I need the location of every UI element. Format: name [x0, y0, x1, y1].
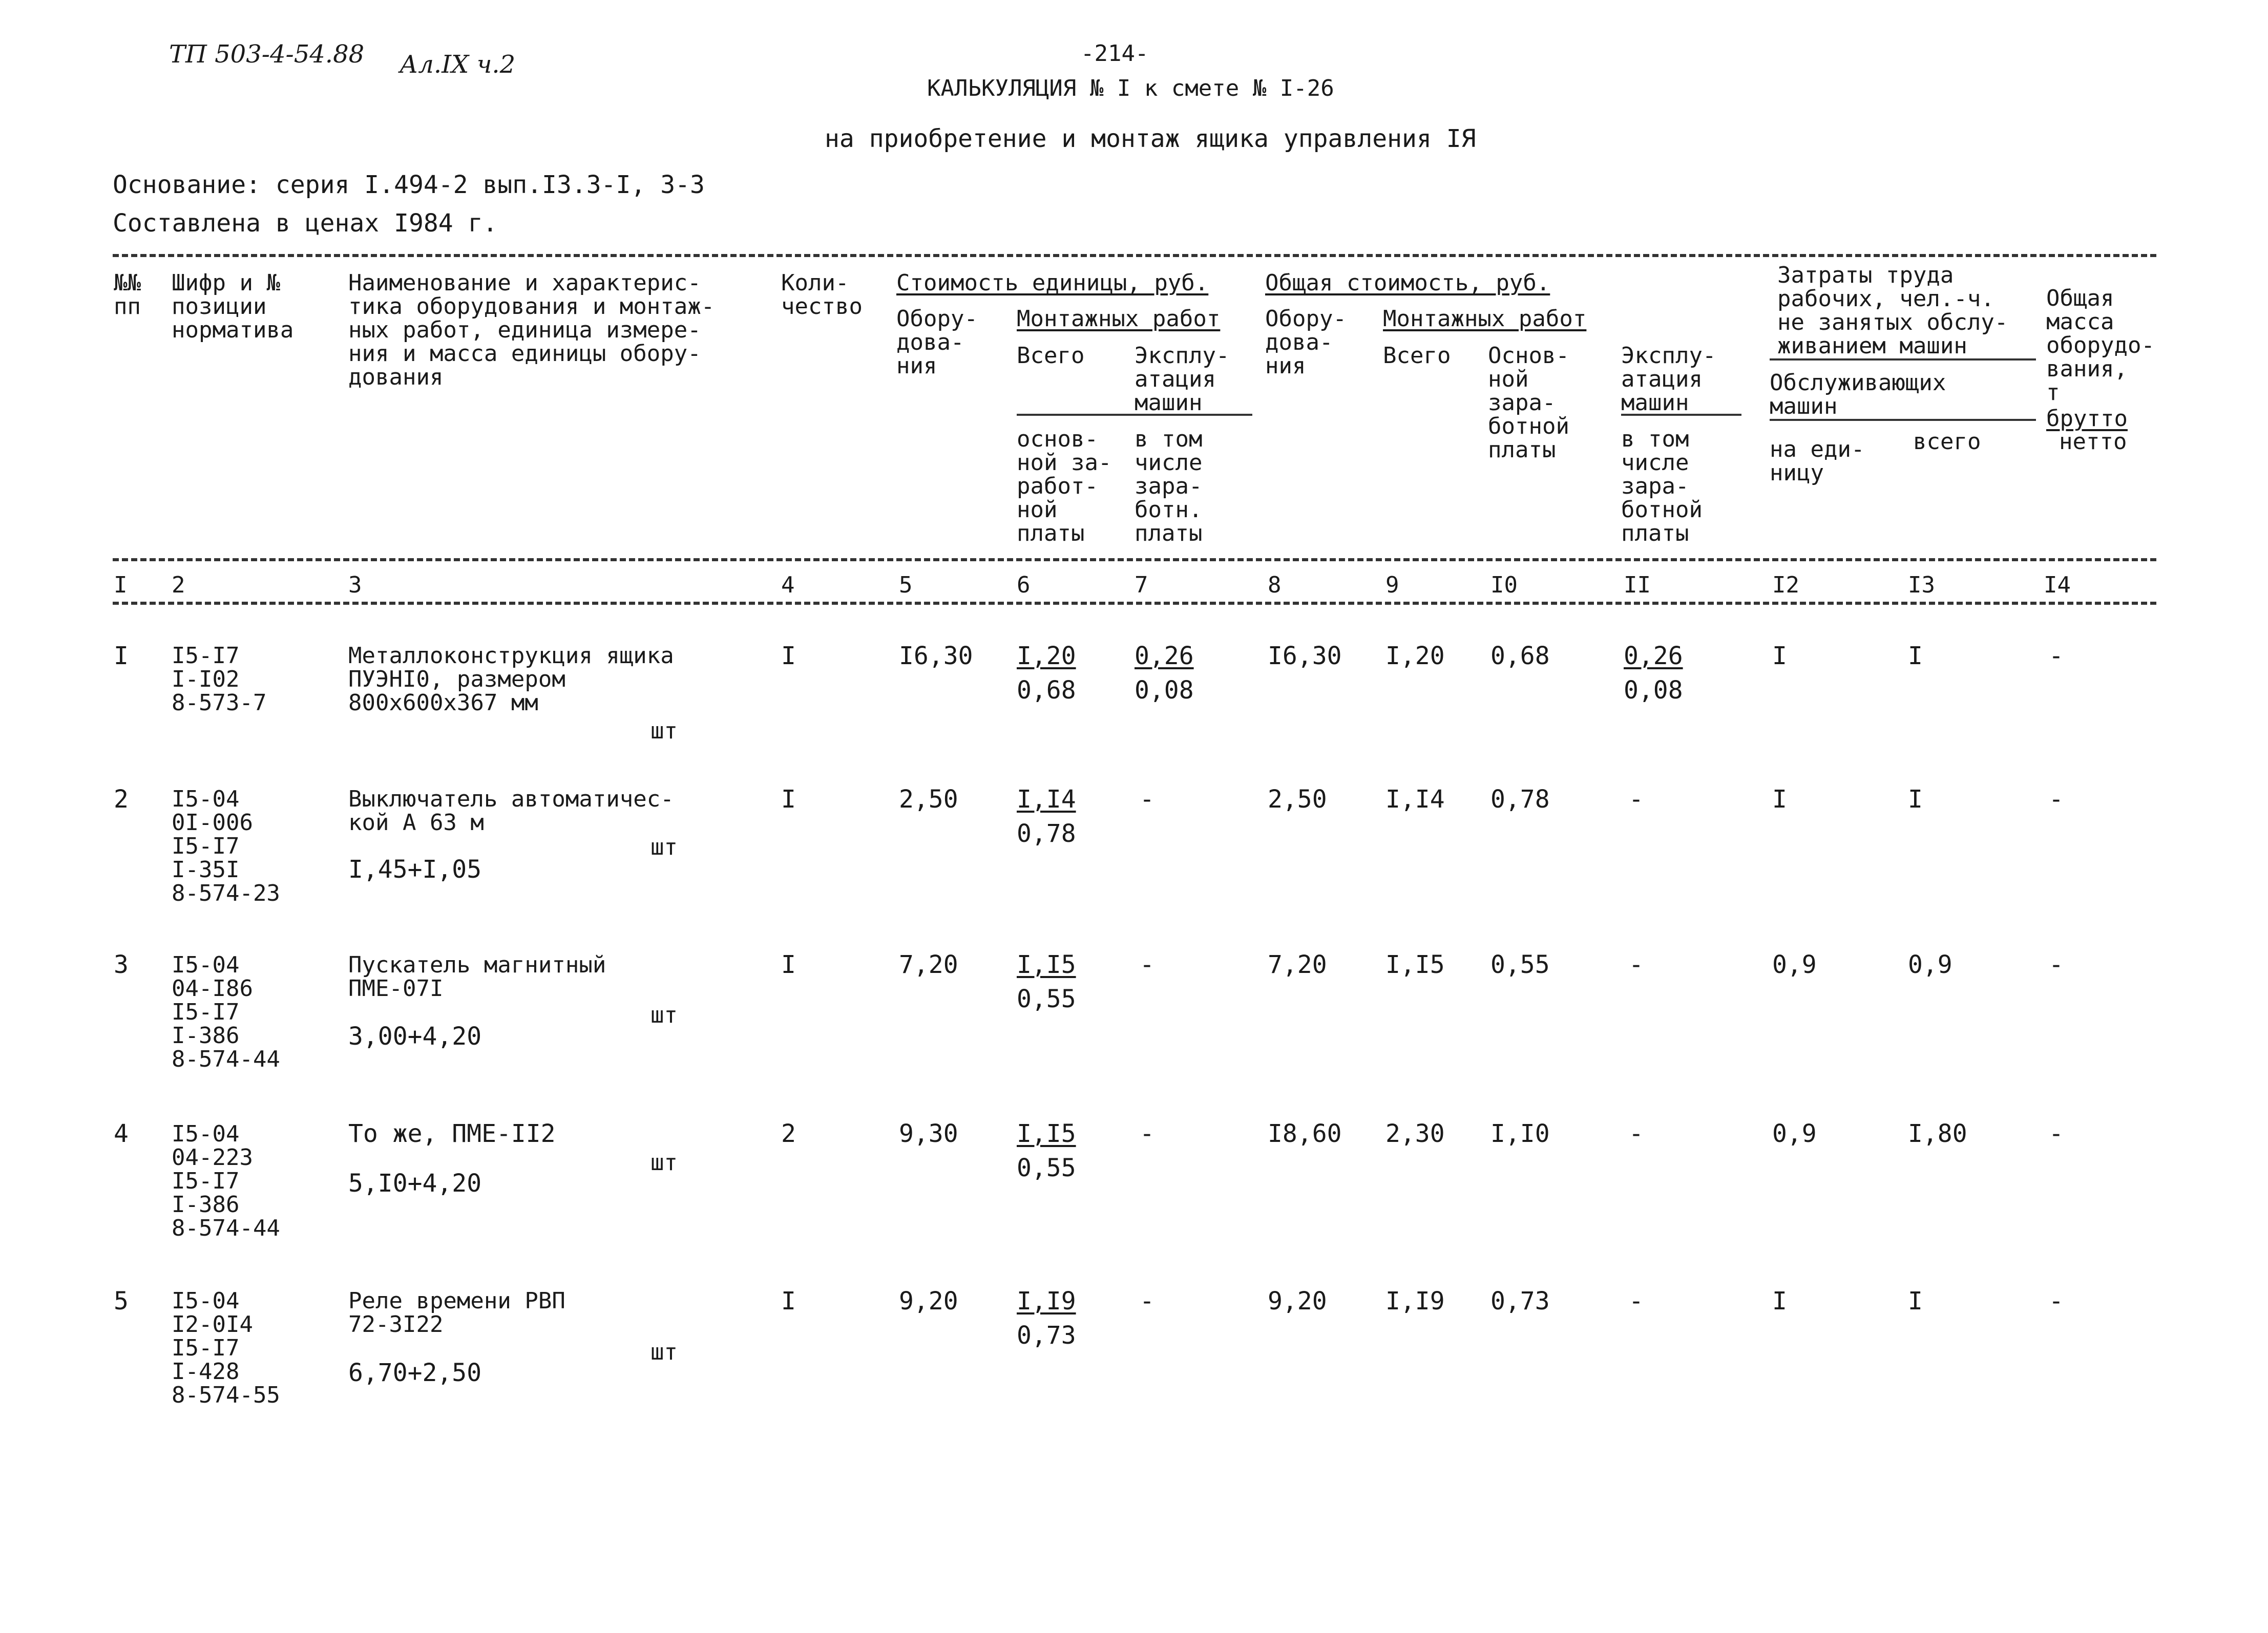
col-header-vsego-total: Всего: [1383, 343, 1451, 369]
row-formula: 6,70+2,50: [348, 1359, 482, 1387]
prices-text: Составлена в ценах I984 г.: [113, 209, 498, 238]
row-mass: -: [2049, 785, 2064, 814]
row-formula: 5,I0+4,20: [348, 1169, 482, 1198]
col-header-osn-unit: основ- ной за- работ- ной платы: [1017, 426, 1112, 546]
col-header-labor-machines: Обслуживающих машин: [1770, 370, 1946, 419]
row-formula: 3,00+4,20: [348, 1022, 482, 1051]
row-expl-total: 0,26: [1624, 642, 1683, 670]
row-osn-total: 0,68: [1490, 642, 1550, 670]
row-vsego-total: I,I5: [1385, 950, 1445, 979]
col-header-mount-works-unit: Монтажных работ: [1017, 306, 1221, 332]
col-number-12: I2: [1772, 572, 1799, 598]
row-labor-total: I,80: [1908, 1119, 1967, 1148]
col-header-qty: Коли- чество: [781, 270, 863, 320]
row-qty: I: [781, 785, 796, 814]
row-number: 2: [114, 785, 129, 814]
table-top-rule: [113, 254, 2156, 257]
row-name: Выключатель автоматичес- кой А 63 м: [348, 786, 674, 836]
row-equip-unit: 9,30: [899, 1119, 958, 1148]
row-labor-unit: I: [1772, 1287, 1787, 1316]
col-header-labor-unit: на еди- ницу: [1770, 436, 1865, 486]
row-equip-unit: I6,30: [899, 642, 973, 670]
row-vsego-unit: I,I5: [1017, 1119, 1076, 1148]
col-header-vtom-total: в том числе зара- ботной платы: [1621, 426, 1703, 546]
col-header-equip-total: Обору- дова- ния: [1265, 306, 1347, 379]
total-cost-subrule: [1621, 414, 1741, 416]
row-mass: -: [2049, 642, 2064, 670]
col-number-10: I0: [1490, 572, 1518, 598]
col-header-code: Шифр и № позиции норматива: [172, 270, 294, 343]
album-label: Ал.IX ч.2: [400, 50, 516, 79]
row-expl-unit: 0,26: [1135, 642, 1194, 670]
row-expl-unit: -: [1140, 950, 1154, 979]
col-header-total-cost: Общая стоимость, руб.: [1265, 270, 1550, 296]
page-number: -214-: [1081, 40, 1149, 67]
row-number: 4: [114, 1119, 129, 1148]
row-expl-unit: -: [1140, 1119, 1154, 1148]
row-osn-unit: 0,73: [1017, 1321, 1076, 1350]
labor-subrule-1: [1770, 358, 2036, 360]
row-number: 3: [114, 950, 129, 979]
col-header-osn-total: Основ- ной зара- ботной платы: [1488, 343, 1569, 463]
row-equip-total: 9,20: [1268, 1287, 1327, 1316]
col-header-expl-total: Эксплу- атация машин: [1621, 343, 1716, 416]
row-labor-total: I: [1908, 785, 1923, 814]
row-expl-total: -: [1629, 1287, 1644, 1316]
row-labor-total: 0,9: [1908, 950, 1952, 979]
col-header-equip-unit: Обору- дова- ния: [896, 306, 978, 379]
row-labor-unit: I: [1772, 785, 1787, 814]
col-header-mass: Общая масса оборудо- вания, т: [2046, 285, 2155, 406]
row-osn-unit: 0,55: [1017, 985, 1076, 1013]
row-vsego-unit: I,I4: [1017, 785, 1076, 814]
row-vtom-total: 0,08: [1624, 676, 1683, 705]
row-equip-unit: 2,50: [899, 785, 958, 814]
row-expl-total: -: [1629, 950, 1644, 979]
col-header-unit-cost: Стоимость единицы, руб.: [896, 270, 1209, 296]
row-osn-total: 0,78: [1490, 785, 1550, 814]
row-number: 5: [114, 1287, 129, 1316]
col-header-mount-works-total: Монтажных работ: [1383, 306, 1587, 332]
col-number-3: 3: [348, 572, 362, 598]
row-qty: 2: [781, 1119, 796, 1148]
col-header-vsego-unit: Всего: [1017, 343, 1085, 369]
row-vsego-total: I,I9: [1385, 1287, 1445, 1316]
col-header-name: Наименование и характерис- тика оборудования и монтаж- ных работ, единица измере- ния и масса единицы обору- дования: [348, 270, 715, 390]
row-unit: шт: [650, 718, 678, 744]
row-qty: I: [781, 950, 796, 979]
col-header-netto: нетто: [2059, 429, 2127, 455]
labor-subrule-2: [1770, 419, 2036, 421]
row-name: Пускатель магнитный ПМЕ-07I: [348, 952, 606, 1002]
row-mass: -: [2049, 1119, 2064, 1148]
col-number-7: 7: [1135, 572, 1148, 598]
row-equip-unit: 7,20: [899, 950, 958, 979]
document-title: КАЛЬКУЛЯЦИЯ № I к смете № I-26: [927, 75, 1334, 101]
row-name: Реле времени РВП 72-3I22: [348, 1288, 565, 1338]
row-name: Металлоконструкция ящика ПУЭНI0, размером 800x600x367 мм: [348, 643, 674, 716]
row-name: То же, ПМЕ-II2: [348, 1119, 556, 1148]
row-equip-total: 2,50: [1268, 785, 1327, 814]
row-code: I5-I7 I-I02 8-573-7: [172, 643, 267, 716]
basis-text: Основание: серия I.494-2 вып.I3.3-I, 3-3: [113, 171, 705, 199]
row-mass: -: [2049, 950, 2064, 979]
row-formula: I,45+I,05: [348, 855, 482, 884]
col-number-11: II: [1624, 572, 1651, 598]
row-labor-total: I: [1908, 1287, 1923, 1316]
row-labor-unit: I: [1772, 642, 1787, 670]
row-labor-total: I: [1908, 642, 1923, 670]
row-mass: -: [2049, 1287, 2064, 1316]
row-unit: шт: [650, 1002, 678, 1028]
col-header-labor-total: всего: [1913, 429, 1981, 455]
row-vsego-unit: I,I9: [1017, 1287, 1076, 1316]
col-number-4: 4: [781, 572, 795, 598]
doc-code: ТП 503-4-54.88: [169, 40, 365, 69]
row-unit: шт: [650, 1150, 678, 1176]
row-code: I5-04 04-223 I5-I7 I-386 8-574-44: [172, 1121, 280, 1241]
col-numbers-rule: [113, 602, 2156, 605]
row-osn-unit: 0,68: [1017, 676, 1076, 705]
row-number: I: [114, 642, 129, 670]
row-vsego-total: I,20: [1385, 642, 1445, 670]
col-number-5: 5: [899, 572, 913, 598]
col-number-2: 2: [172, 572, 185, 598]
row-equip-total: 7,20: [1268, 950, 1327, 979]
row-expl-total: -: [1629, 785, 1644, 814]
row-osn-unit: 0,78: [1017, 819, 1076, 848]
row-qty: I: [781, 1287, 796, 1316]
row-osn-unit: 0,55: [1017, 1154, 1076, 1182]
col-header-brutto: брутто: [2046, 406, 2128, 432]
row-equip-unit: 9,20: [899, 1287, 958, 1316]
row-code: I5-04 04-I86 I5-I7 I-386 8-574-44: [172, 952, 280, 1072]
header-bottom-rule: [113, 558, 2156, 561]
row-equip-total: I6,30: [1268, 642, 1342, 670]
row-expl-unit: -: [1140, 1287, 1154, 1316]
row-code: I5-04 0I-006 I5-I7 I-35I 8-574-23: [172, 786, 280, 906]
col-number-1: I: [114, 572, 128, 598]
row-vsego-total: 2,30: [1385, 1119, 1445, 1148]
col-number-13: I3: [1908, 572, 1935, 598]
col-number-14: I4: [2044, 572, 2071, 598]
col-header-number: №№ пп: [114, 270, 141, 320]
col-header-expl-unit: Эксплу- атация машин: [1135, 343, 1230, 416]
row-labor-unit: 0,9: [1772, 1119, 1817, 1148]
row-expl-unit: -: [1140, 785, 1154, 814]
col-header-labor: Затраты труда рабочих, чел.-ч. не занятых обслу- живанием машин: [1777, 262, 2008, 359]
row-vsego-unit: I,I5: [1017, 950, 1076, 979]
row-vsego-total: I,I4: [1385, 785, 1445, 814]
unit-cost-subrule: [1017, 414, 1252, 416]
col-number-9: 9: [1385, 572, 1399, 598]
row-unit: шт: [650, 834, 678, 860]
document-subtitle: на приобретение и монтаж ящика управления IЯ: [825, 124, 1476, 153]
row-expl-total: -: [1629, 1119, 1644, 1148]
row-code: I5-04 I2-0I4 I5-I7 I-428 8-574-55: [172, 1288, 280, 1408]
row-vtom-unit: 0,08: [1135, 676, 1194, 705]
row-equip-total: I8,60: [1268, 1119, 1342, 1148]
row-osn-total: 0,73: [1490, 1287, 1550, 1316]
row-qty: I: [781, 642, 796, 670]
col-header-vtom-unit: в том числе зара- ботн. платы: [1135, 426, 1203, 546]
row-osn-total: I,I0: [1490, 1119, 1550, 1148]
row-labor-unit: 0,9: [1772, 950, 1817, 979]
col-number-8: 8: [1268, 572, 1282, 598]
row-osn-total: 0,55: [1490, 950, 1550, 979]
row-vsego-unit: I,20: [1017, 642, 1076, 670]
row-unit: шт: [650, 1339, 678, 1365]
col-number-6: 6: [1017, 572, 1031, 598]
